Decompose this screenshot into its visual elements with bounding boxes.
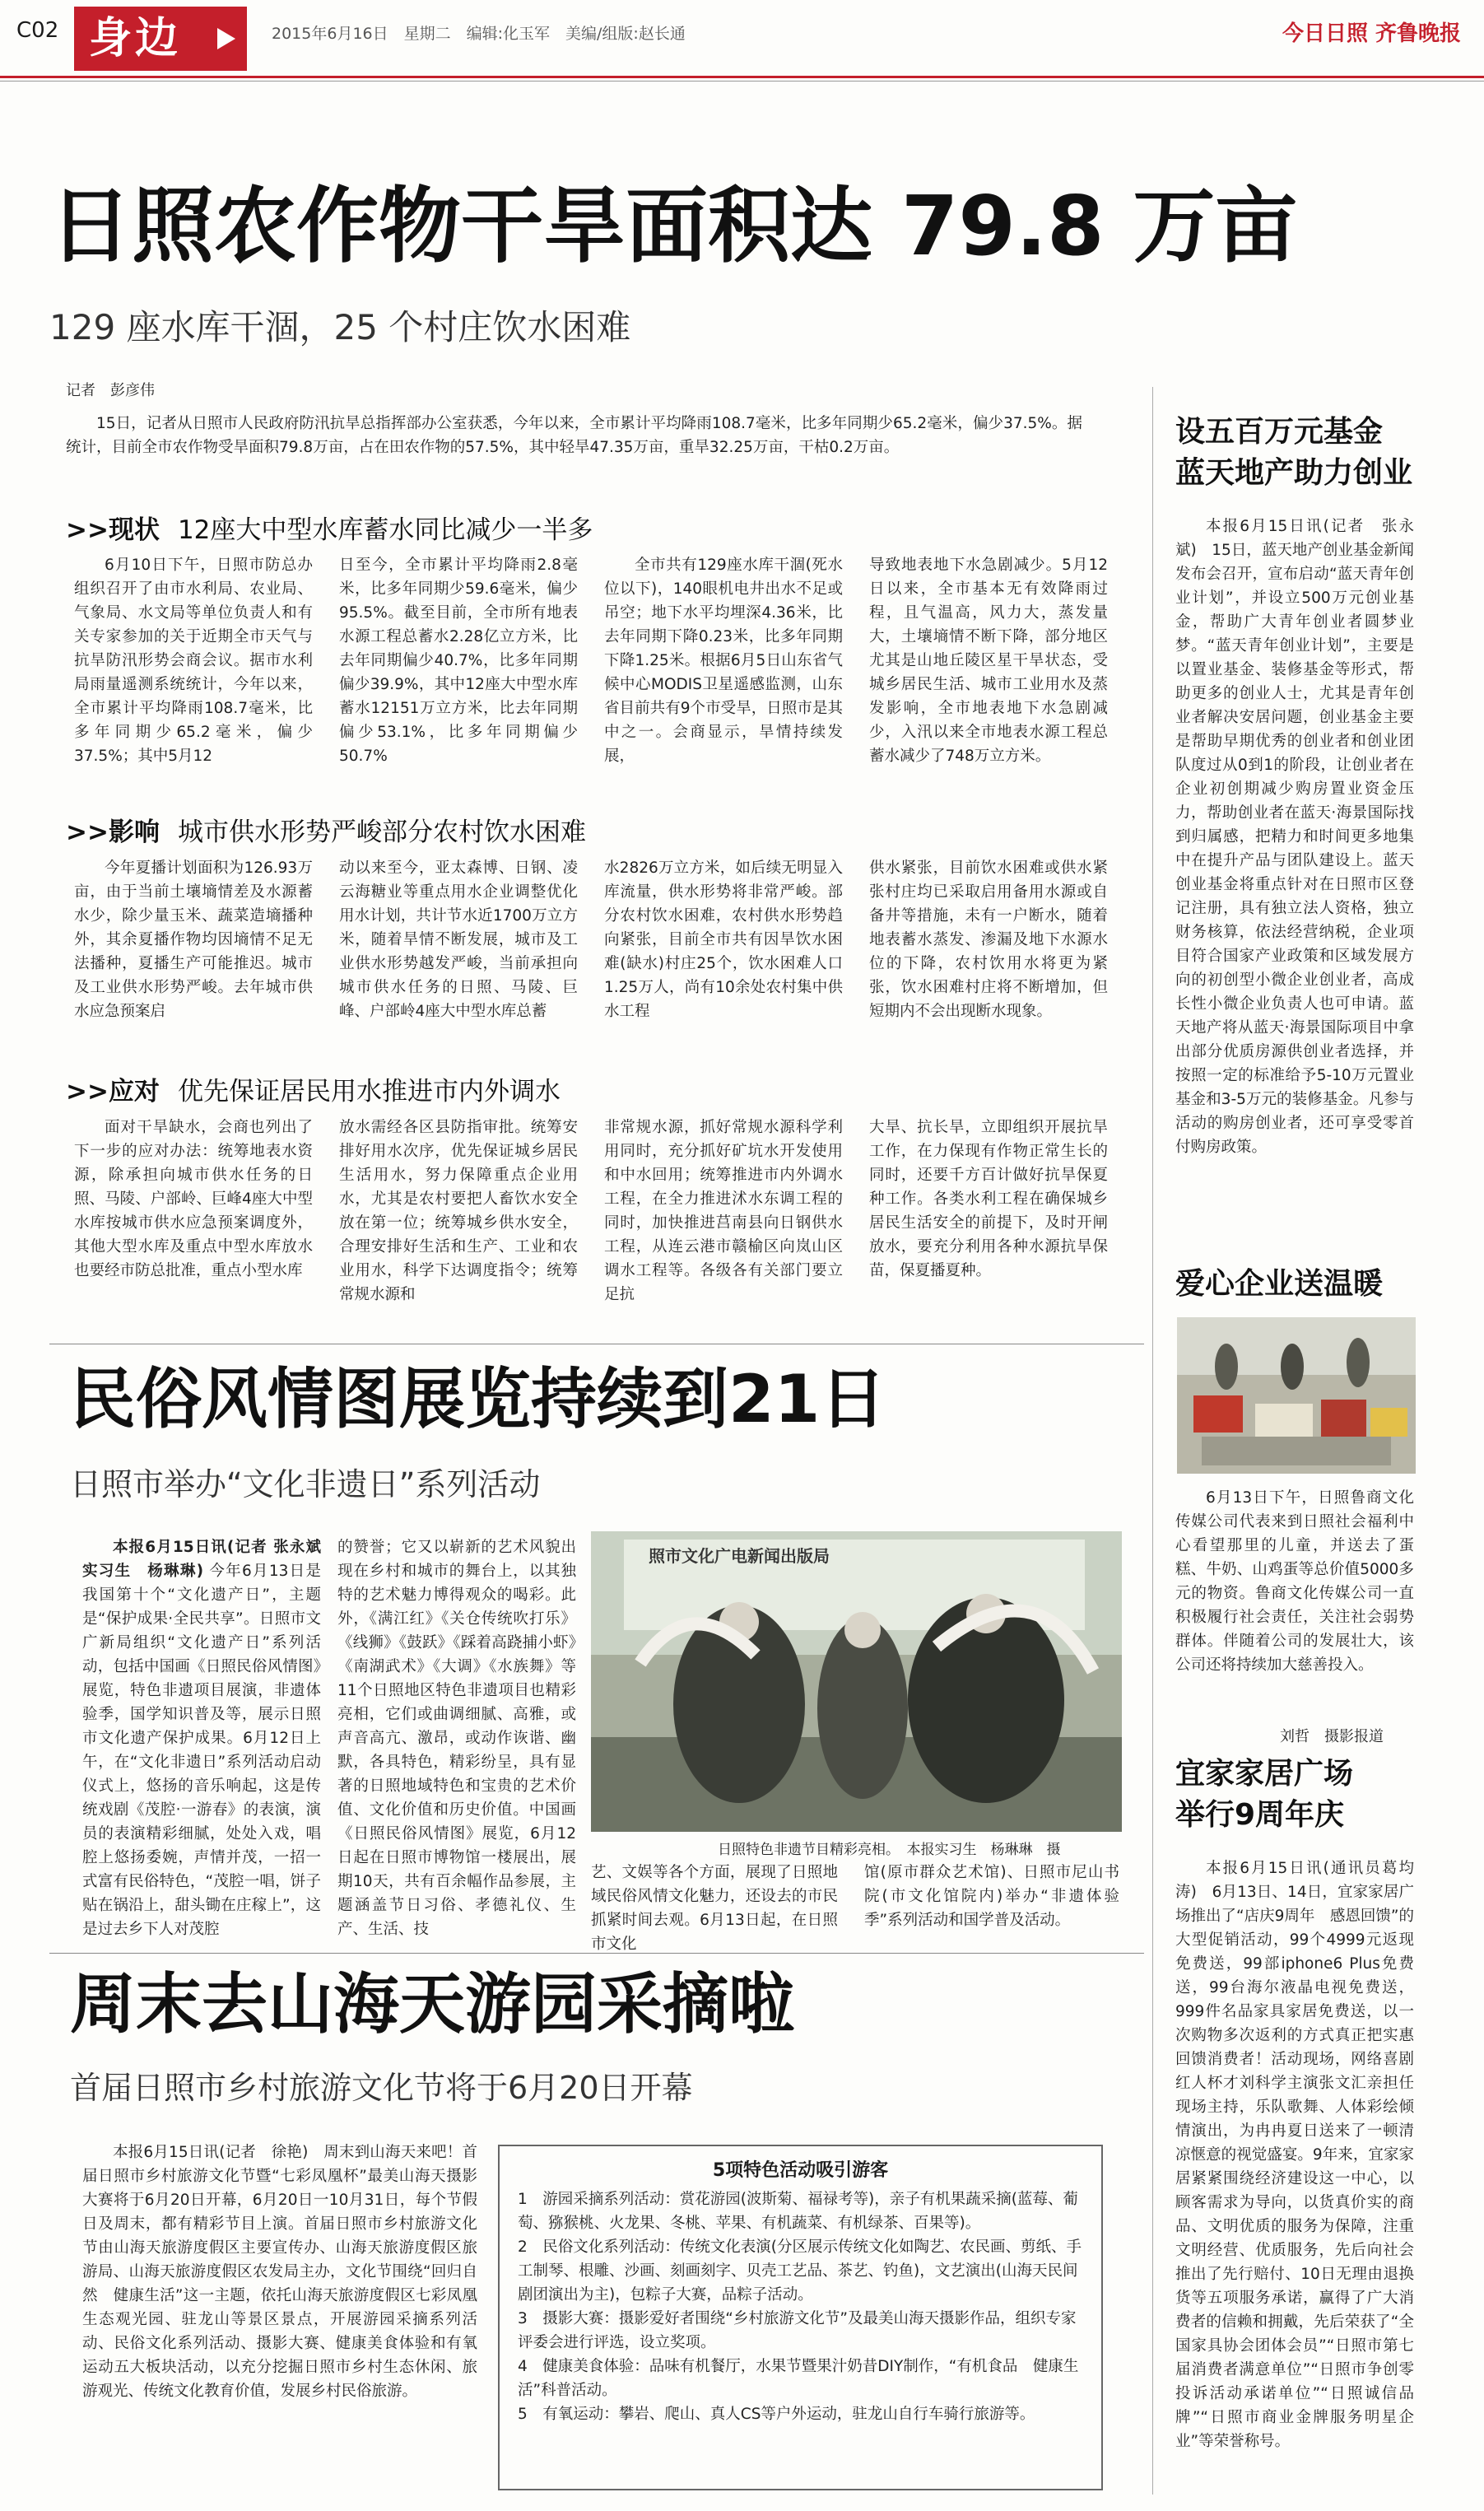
activity-item: 4 健康美食体验：品味有机餐厅，水果节暨果汁奶昔DIY制作，“有机食品 健康生活”科普活动。 xyxy=(518,2358,1079,2399)
s3-col-2: 放水需经各区县防指审批。统筹安排好用水次序，优先保证城乡居民生活用水，努力保障重点企业用水，尤其是农村要把人畜饮水安全放在第一位；统筹城乡供水安全，合理安排好生活和生产、工业和农业用水，科学下达调度指令；统筹常规水源和 xyxy=(339,1119,578,1303)
side1-title xyxy=(1175,412,1412,494)
a2-byline: 本报6月15日讯(记者 张永斌 实习生 杨琳琳) xyxy=(82,1539,337,1580)
a2-col-3: 艺、文娱等各个方面，展现了日照地域民俗风情文化魅力，还设去的市民抓紧时间去观。6月13日起，在日照市文化 xyxy=(591,1864,838,1953)
s2-col-2: 动以来至今，亚太森博、日钢、凌云海糖业等重点用水企业调整优化用水计划，共计节水近1700万立方米，随着旱情不断发展，城市及工业供水形势越发严峻，当前承担向城市供水任务的日照、马陵、巨峰、户部岭4座大中型水库总蓄 xyxy=(339,860,578,1020)
side2-credit: 刘哲 摄影报道 xyxy=(1280,1728,1384,1745)
s3-col-4: 大旱、抗长旱，立即组织开展抗旱工作，在力保现有作物正常生长的同时，还要千方百计做好抗旱保夏种工作。各类水利工程在确保城乡居民生活安全的前提下，及时开闸放水，要充分利用各种水源抗旱保苗，保夏播夏种。 xyxy=(869,1119,1108,1279)
activities-box xyxy=(498,2145,1103,2490)
side3-body: 本报6月15日讯(通讯员葛均涛) 6月13日、14日，宜家家居广场推出了“店庆9周年 感恩回馈”的大型促销活动，99个4999元返现免费送，99部iphone6 Plus免费送，99台海尔液晶电视免费送，999件名品家具家居免费送，以一次购物多次返利的方式真正把实惠回馈消费者！活动现场，网络喜剧红人杯才刘科学主演张文汇亲担任现场主持，乐队歌舞、人体彩绘倾情演出，为冉冉夏日送来了一顿清凉惬意的视觉盛宴。9年来，宜家家居紧紧围绕经济建设这一中心，以顾客需求为导向，以货真价实的商品、文明优质的服务为保障，注重文明经营、优质服务，先后向社会推出了先行赔付、10日无理由退换货等五项服务承诺，赢得了广大消费者的信赖和拥戴，先后荣获了“全国家具协会团体会员”“日照市第七届消费者满意单位”“日照市争创零投诉活动承诺单位”“日照诚信品牌”“日照市商业金牌服务明星企业”等荣誉称号。 xyxy=(1175,1860,1414,2450)
article1-lead: 15日，记者从日照市人民政府防汛抗旱总指挥部办公室获悉，今年以来，全市累计平均降雨108.7毫米，比多年同期少65.2毫米，偏少37.5%。据统计，目前全市农作物受旱面积79.8万亩，占在田农作物的57.5%，其中轻旱47.35万亩，重旱32.25万亩，干枯0.2万亩。 xyxy=(66,415,1082,456)
s3-col-3: 非常规水源，抓好常规水源科学利用同时，充分抓好矿坑水开发使用和中水回用；统筹推进市内外调水工程，在全力推进沭水东调工程的同时，加快推进莒南县向日钢供水工程，从连云港市赣榆区向岚山区调水工程等。各级各有关部门要立足抗 xyxy=(604,1119,843,1303)
photo-charity-image xyxy=(1177,1317,1416,1474)
photo-folk-performance-image xyxy=(591,1531,1122,1832)
photo-caption: 日照特色非遗节目精彩亮相。 本报实习生 杨琳琳 摄 xyxy=(718,1842,1061,1858)
activity-item: 3 摄影大赛：摄影爱好者围绕“乡村旅游文化节”及最美山海天摄影作品，组织专家评委会进行评选，设立奖项。 xyxy=(518,2310,1077,2351)
side2-title: 爱心企业送温暖 xyxy=(1175,1267,1384,1301)
section2-title: 城市供水形势严峻部分农村饮水困难 xyxy=(177,818,586,847)
s2-col-4: 供水紧张，目前饮水困难或供水紧张村庄均已采取启用备用水源或自备井等措施，未有一户断水，随着地表蓄水蒸发、渗漏及地下水源水位的下降，农村饮用水将更为紧张，饮水困难村庄将不断增加，但短期内不会出现断水现象。 xyxy=(869,860,1108,1020)
article2-subtitle: 日照市举办“文化非遗日”系列活动 xyxy=(70,1466,541,1502)
a2-col-1 xyxy=(82,1535,337,1943)
activity-item: 5 有氧运动：攀岩、爬山、真人CS等户外运动，驻龙山自行车骑行旅游等。 xyxy=(518,2406,1035,2423)
article3-title: 周末去山海天游园采摘啦 xyxy=(70,1966,794,2043)
side3-title-line2: 举行9周年庆 xyxy=(1175,1798,1345,1832)
page-number: C02 xyxy=(16,18,59,43)
section3-heading xyxy=(66,1070,561,1107)
activity-item: 2 民俗文化系列活动：传统文化表演(分区展示传统文化如陶艺、农民画、剪纸、手工制琴、根雕、沙画、刻画刻字、贝壳工艺品、茶艺、钓鱼)，文艺演出(山海天民间剧团演出为主)，包粽子大赛，品粽子活动。 xyxy=(518,2238,1082,2304)
a2-col-2: 的赞誉；它又以崭新的艺术风貌出现在乡村和城市的舞台上，以其独特的艺术魅力博得观众的喝彩。此外，《满江红》《关仓传统吹打乐》《线狮》《鼓跃》《踩着高跷捕小虾》《南湖武术》《大调》《水族舞》等11个日照地区特色非遗项目也精彩亮相，它们或曲调细腻、高雅，或声音高亢、激昂，或动作诙谐、幽默，各具特色，精彩纷呈，具有显著的日照地域特色和宝贵的艺术价值、文化价值和历史价值。中国画《日照民俗风情图》展览，6月12日起在日照市博物馆一楼展出，展期10天，共有百余幅作品参展，主题涵盖节日习俗、孝德礼仪、生产、生活、技 xyxy=(337,1539,576,1938)
article1-byline: 记者 彭彦伟 xyxy=(66,382,155,399)
side3-title-line1: 宜家家居广场 xyxy=(1175,1757,1354,1791)
a2-col-1-text: 今年6月13日是我国第十个“文化遗产日”，主题是“保护成果·全民共享”。日照市文广新局组织“文化遗产日”系列活动，包括中国画《日照民俗风情图》展览，特色非遗项目展演，非遗体验季，国学知识普及等，展示日照市文化遗产保护成果。6月12日上午，在“文化非遗日”系列活动启动仪式上，悠扬的音乐响起，这是传统戏剧《茂腔·一游春》的表演，演员的表演精彩细腻，处处入戏，唱腔上悠扬委婉，声情并茂，一招一式富有民俗特色，“茂腔一唱，饼子贴在锅沿上，甜头锄在庄稼上”，这是过去乡下人对茂腔 xyxy=(82,1563,321,1938)
side1-title-line1: 设五百万元基金 xyxy=(1175,415,1384,449)
photo-sign-text: 照市文化广电新闻出版局 xyxy=(649,1546,830,1566)
s2-col-1: 今年夏播计划面积为126.93万亩，由于当前土壤墒情差及水源蓄水少，除少量玉米、蔬菜造墒播种外，其余夏播作物均因墒情不足无法播种，夏播生产可能推迟。城市及工业供水形势严峻。去年城市供水应急预案启 xyxy=(74,860,313,1020)
section-tag: 身边 xyxy=(74,7,247,71)
article1-title: 日照农作物干旱面积达 79.8 万亩 xyxy=(49,178,1298,274)
article3-subtitle: 首届日照市乡村旅游文化节将于6月20日开幕 xyxy=(70,2070,693,2106)
photo-folk-performance xyxy=(591,1531,1122,1832)
header-rule-thin xyxy=(0,81,1484,82)
page-header xyxy=(0,0,1484,74)
sidebar-divider xyxy=(1152,387,1153,2495)
article1-subtitle: 129 座水库干涸，25 个村庄饮水困难 xyxy=(49,307,631,347)
activities-list xyxy=(518,2187,1086,2426)
page-meta: 2015年6月16日 星期二 编辑:化玉军 美编/组版:赵长通 xyxy=(272,25,686,43)
s1-col-2: 日至今，全市累计平均降雨2.8毫米，比多年同期少59.6毫米，偏少95.5%。截至目前，全市所有地表水源工程总蓄水2.28亿立方米，比去年同期偏少40.7%，比多年同期偏少39.9%，其中12座大中型水库蓄水12151万立方米，比去年同期偏少53.1%，比多年同期偏少50.7% xyxy=(339,557,578,765)
a3-col-1: 本报6月15日讯(记者 徐艳) 周末到山海天来吧！首届日照市乡村旅游文化节暨“七彩凤凰杯”最美山海天摄影大赛将于6月20日开幕，6月20日一10月31日，每个节假日及周末，都有精彩节目上演。首届日照市乡村旅游文化节由山海天旅游度假区主要宣传办、山海天旅游度假区旅游局、山海天旅游度假区农发局主办，文化节围绕“回归自然 健康生活”这一主题，依托山海天旅游度假区七彩凤凰生态观光园、驻龙山等景区景点，开展游园采摘系列活动、民俗文化系列活动、摄影大赛、健康美食体验和有氧运动五大板块活动，以充分挖掘日照市乡村生态休闲、旅游观光、传统文化教育价值，发展乡村民俗旅游。 xyxy=(82,2144,477,2400)
section1-label: >>现状 xyxy=(66,515,160,545)
side2-body: 6月13日下午，日照鲁商文化传媒公司代表来到日照社会福利中心看望那里的儿童，并送去了蛋糕、牛奶、山鸡蛋等总价值5000多元的物资。鲁商文化传媒公司一直积极履行社会责任，关注社会弱势群体。伴随着公司的发展壮大，该公司还将持续加大慈善投入。 xyxy=(1175,1489,1414,1674)
section2-heading xyxy=(66,811,586,848)
section1-heading xyxy=(66,509,593,546)
a2-col-4: 馆(原市群众艺术馆)、日照市尼山书院(市文化馆院内)举办“非遗体验季”系列活动和国学普及活动。 xyxy=(864,1864,1119,1929)
side1-title-line2: 蓝天地产助力创业 xyxy=(1175,456,1413,490)
s1-col-3: 全市共有129座水库干涸(死水位以下)，140眼机电井出水不足或吊空；地下水平均埋深4.36米，比去年同期下降0.23米，比多年同期下降1.25米。根据6月5日山东省气候中心MODIS卫星遥感监测，山东省目前共有9个市受旱，日照市是其中之一。会商显示，旱情持续发展， xyxy=(604,557,843,765)
section1-title: 12座大中型水库蓄水同比减少一半多 xyxy=(177,515,593,545)
photo-charity xyxy=(1177,1317,1416,1474)
side3-title xyxy=(1175,1754,1353,1836)
section3-label: >>应对 xyxy=(66,1077,160,1106)
side1-body: 本报6月15日讯(记者 张永斌) 15日，蓝天地产创业基金新闻发布会召开，宣布启动“蓝天青年创业计划”，并设立500万元创业基金，帮助广大青年创业者圆梦业梦。“蓝天青年创业计划”，主要是以置业基金、装修基金等形式，帮助更多的创业人士，尤其是青年创业者解决安居问题，创业基金主要是帮助早期优秀的创业者和创业团队度过从0到1的阶段，让创业者在企业初创期减少购房置业资金压力，帮助创业者在蓝天·海景国际找到归属感，把精力和时间更多地集中在提升产品与团队建设上。蓝天创业基金将重点针对在日照市区登记注册，具有独立法人资格，独立财务核算，依法经营纳税，企业项目符合国家产业政策和区域发展方向的初创型小微企业创业者，高成长性小微企业负责人也可申请。蓝天地产将从蓝天·海景国际项目中拿出部分优质房源供创业者选择，并按照一定的标准给予5-10万元置业基金和3-5万元的装修基金。凡参与活动的购房创业者，还可享受零首付购房政策。 xyxy=(1175,518,1414,1156)
section3-title: 优先保证居民用水推进市内外调水 xyxy=(177,1077,561,1106)
s3-col-1: 面对干旱缺水，会商也列出了下一步的应对办法：统筹地表水资源，除承担向城市供水任务的日照、马陵、户部岭、巨峰4座大中型水库按城市供水应急预案调度外，其他大型水库及重点中型水库放水也要经市防总批准，重点小型水库 xyxy=(74,1119,313,1279)
divider xyxy=(49,1953,1144,1954)
activities-box-title: 5项特色活动吸引游客 xyxy=(712,2160,889,2181)
brand-logo: 今日日照 齐鲁晚报 xyxy=(1282,21,1461,46)
header-rule xyxy=(0,76,1484,78)
s2-col-3: 水2826万立方米，如后续无明显入库流量，供水形势将非常严峻。部分农村饮水困难，农村供水形势趋向紧张，目前全市共有因旱饮水困难(缺水)村庄25个，饮水困难人口1.25万人，尚有10余处农村集中供水工程 xyxy=(604,860,843,1020)
article2-title: 民俗风情图展览持续到21日 xyxy=(70,1361,886,1437)
section2-label: >>影响 xyxy=(66,818,160,847)
s1-col-1: 6月10日下午，日照市防总办组织召开了由市水利局、农业局、气象局、水文局等单位负责人和有关专家参加的关于近期全市天气与抗旱防汛形势会商会议。据市水利局雨量遥测系统统计，今年以来，全市累计平均降雨108.7毫米，比多年同期少65.2毫米，偏少37.5%；其中5月12 xyxy=(74,557,313,765)
activity-item: 1 游园采摘系列活动：赏花游园(波斯菊、福禄考等)，亲子有机果蔬采摘(蓝莓、葡萄、猕猴桃、火龙果、冬桃、苹果、有机蔬菜、有机绿茶、百果等)。 xyxy=(518,2191,1078,2232)
s1-col-4: 导致地表地下水急剧减少。5月12日以来，全市基本无有效降雨过程，且气温高，风力大，蒸发量大，土壤墒情不断下降，部分地区尤其是山地丘陵区星干旱状态，受城乡居民生活、城市工业用水及蒸发影响，全市地表地下水急剧减少，入汛以来全市地表水源工程总蓄水减少了748万立方米。 xyxy=(869,557,1108,765)
